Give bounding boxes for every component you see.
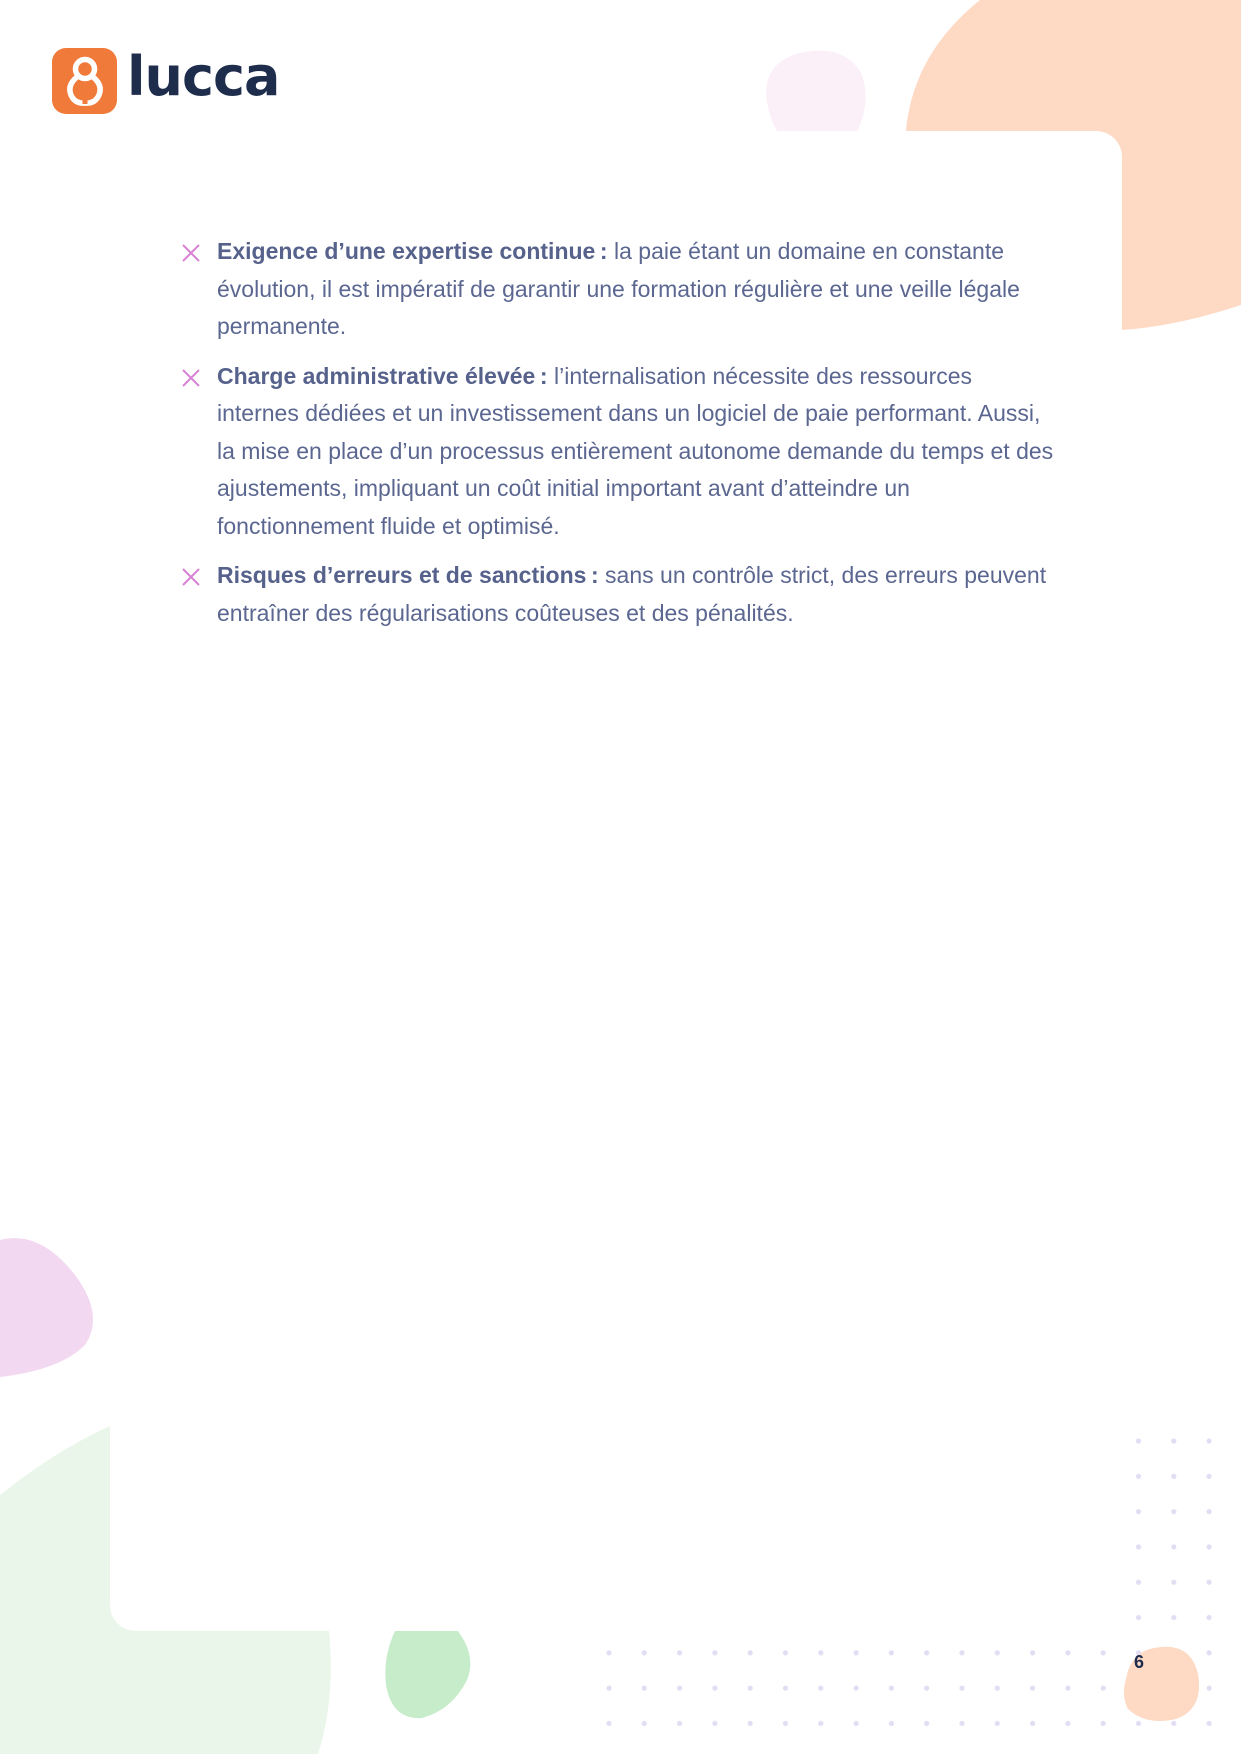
list-item-text: [217, 557, 1060, 632]
list-item: [180, 233, 1060, 346]
page-number: 6: [1133, 1651, 1144, 1672]
list-item-body: l’internalisation nécessite des ressources internes dédiées et un investissement dans un logiciel de paie performant. Aussi, la mise en place d’un processus entièrement autonome demande du temps et des ajustements, impliquant un coût initial important avant d’atteindre un fonctionnement fluide et optimisé.: [217, 362, 1054, 539]
pink-blob-top: [760, 45, 870, 135]
pink-blob-left: [0, 1235, 100, 1380]
lucca-logo-icon: [52, 48, 117, 114]
list-item-title: Risques d’erreurs et de sanctions :: [217, 562, 599, 588]
list-item: [180, 358, 1060, 546]
list-item: [180, 557, 1060, 632]
list-item-text: [217, 358, 1060, 546]
lucca-logo: [52, 45, 280, 114]
list-item-title: Exigence d’une expertise continue :: [217, 238, 608, 264]
list-item-body: sans un contrôle strict, des erreurs peuvent entraîner des régularisations coûteuses et des pénalités.: [217, 562, 1047, 626]
cross-icon: [180, 566, 202, 588]
list-item-text: [217, 233, 1060, 346]
list-item-title: Charge administrative élevée :: [217, 362, 548, 389]
drawbacks-list: [180, 233, 1060, 644]
lucca-logo-text: lucca: [127, 45, 280, 108]
list-item-body: la paie étant un domaine en constante évolution, il est impératif de garantir une formation régulière et une veille légale permanente.: [217, 238, 1020, 339]
cross-icon: [180, 242, 202, 264]
cross-icon: [180, 367, 202, 389]
